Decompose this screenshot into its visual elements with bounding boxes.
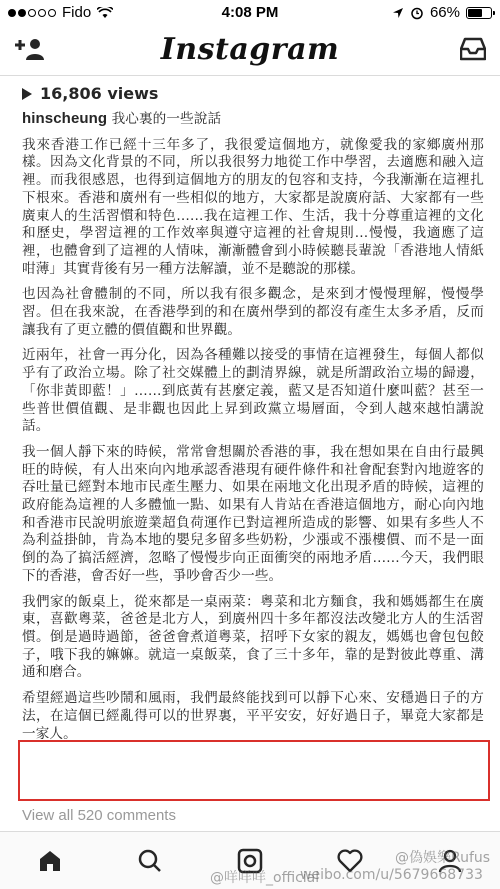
views-label: 16,806 views [40, 84, 159, 103]
search-icon [138, 849, 162, 873]
caption-username[interactable]: hinscheung [22, 110, 108, 127]
inbox-button[interactable] [460, 37, 486, 65]
highlight-box [18, 740, 490, 801]
caption-title: 我心裏的一些說話 [111, 111, 222, 127]
home-icon [38, 849, 62, 873]
status-bar [0, 0, 500, 26]
battery-icon [466, 7, 492, 19]
caption-paragraph: 近兩年，社會一再分化，因為各種難以接受的事情在這裡發生，每個人都似乎有了政治立場。除了社交媒體上的劃清界線，就是所謂政治立場的歸邊，「你非黃即藍！」……到底黃有甚麼定義，藍又是否知道什麼叫藍？甚至一些普世價值觀、是非觀也因此上昇到政黨立場層面，令到人越來越怕講說話。 [22, 347, 484, 435]
carrier-label: Fido [62, 4, 92, 21]
nav-bar [0, 26, 500, 76]
tab-search[interactable] [130, 841, 170, 881]
watermark-left: @咩咩咩_official [210, 870, 320, 886]
caption-paragraph: 我們家的飯桌上，從來都是一桌兩菜：粵菜和北方麵食，我和媽媽都生在廣東，喜歡粵菜，爸爸是北方人，到廣州四十多年都沒法改變北方人的生活習慣。倒是過時過節，爸爸會煮道粵菜，招呼下女家的親友，媽媽也會包包餃子，哦下我的嫲嫲。就這一桌飯菜，食了三十多年，靠的是對彼此尊重、溝通和磨合。 [22, 593, 484, 681]
post-caption [22, 110, 484, 751]
location-icon [392, 7, 404, 19]
view-all-comments-link[interactable]: View all 520 comments [22, 807, 176, 824]
inbox-icon [460, 37, 486, 61]
caption-paragraph-highlighted: 希望經過這些吵鬧和風雨，我們最終能找到可以靜下心來、安穩過日子的方法，在這個已經亂得可以的世界裏，平平安安，好好過日子，畢竟大家都是一家人。 [22, 690, 484, 742]
watermark-middle: weibo.com/u/5679668733 [300, 867, 483, 883]
alarm-icon [410, 6, 424, 20]
caption-header [22, 110, 484, 129]
play-icon [22, 88, 32, 100]
app-title: Instagram [160, 32, 340, 67]
battery-percent: 66% [429, 4, 460, 21]
watermark-right: @偽娛樂Rufus [395, 850, 491, 866]
caption-paragraph: 我來香港工作已經十三年多了，我很愛這個地方，就像愛我的家鄉廣州那樣。因為文化背景的不同，所以我很努力地從工作中學習，去適應和融入這裡。而我很感恩，也得到這個地方的朋友的包容和支持，今我漸漸在這裡扎下根來。香港和廣州有一些相似的地方，大家都是說廣府話、大家都有一些廣東人的生活習慣和特色……我在這裡工作、生活，我十分尊重這裡的文化和歷史，學習這裡的工作效率與遵守這裡的社會規則…慢慢，我適應了這裡，也體會到了這裡的人情味，漸漸體會到小時候聽長輩說「香港地人情紙咁薄」其實背後有另一種方法解讀，並不是聽說的那樣。 [22, 136, 484, 277]
tab-home[interactable] [30, 841, 70, 881]
status-time: 4:08 PM [221, 4, 279, 21]
view-count [22, 84, 158, 103]
caption-paragraph: 也因為社會體制的不同，所以我有很多觀念，是來到才慢慢理解，慢慢學習。但在我來說，在香港學到的和在廣州學到的都沒有產生太多矛盾，反而讓我有了更立體的價值觀和世界觀。 [22, 286, 484, 338]
status-right [392, 4, 492, 21]
caption-paragraph: 我一個人靜下來的時候，常常會想關於香港的事，我在想如果在自由行最興旺的時候，有人出來向內地承認香港現有硬件條件和社會配套對內地遊客的吞吐量已經對本地市民產生壓力、如果在兩地文化出現矛盾的時候，這裡的政府能為這裡的人多體恤一點、如果有人肯站在香港這個地方，耐心向內地和香港市民說明旅遊業超負荷運作已對這裡所造成的影響、如果有多些人不為利益掛帥，肯為本地的嬰兒多留多些奶粉，少漲或不漲樓價、而不是一面倒的為了搞活經濟，忽略了慢慢步向正面衝突的兩地矛盾……今天，我們眼下的香港，會否好一些，爭吵會否少一些。 [22, 443, 484, 584]
